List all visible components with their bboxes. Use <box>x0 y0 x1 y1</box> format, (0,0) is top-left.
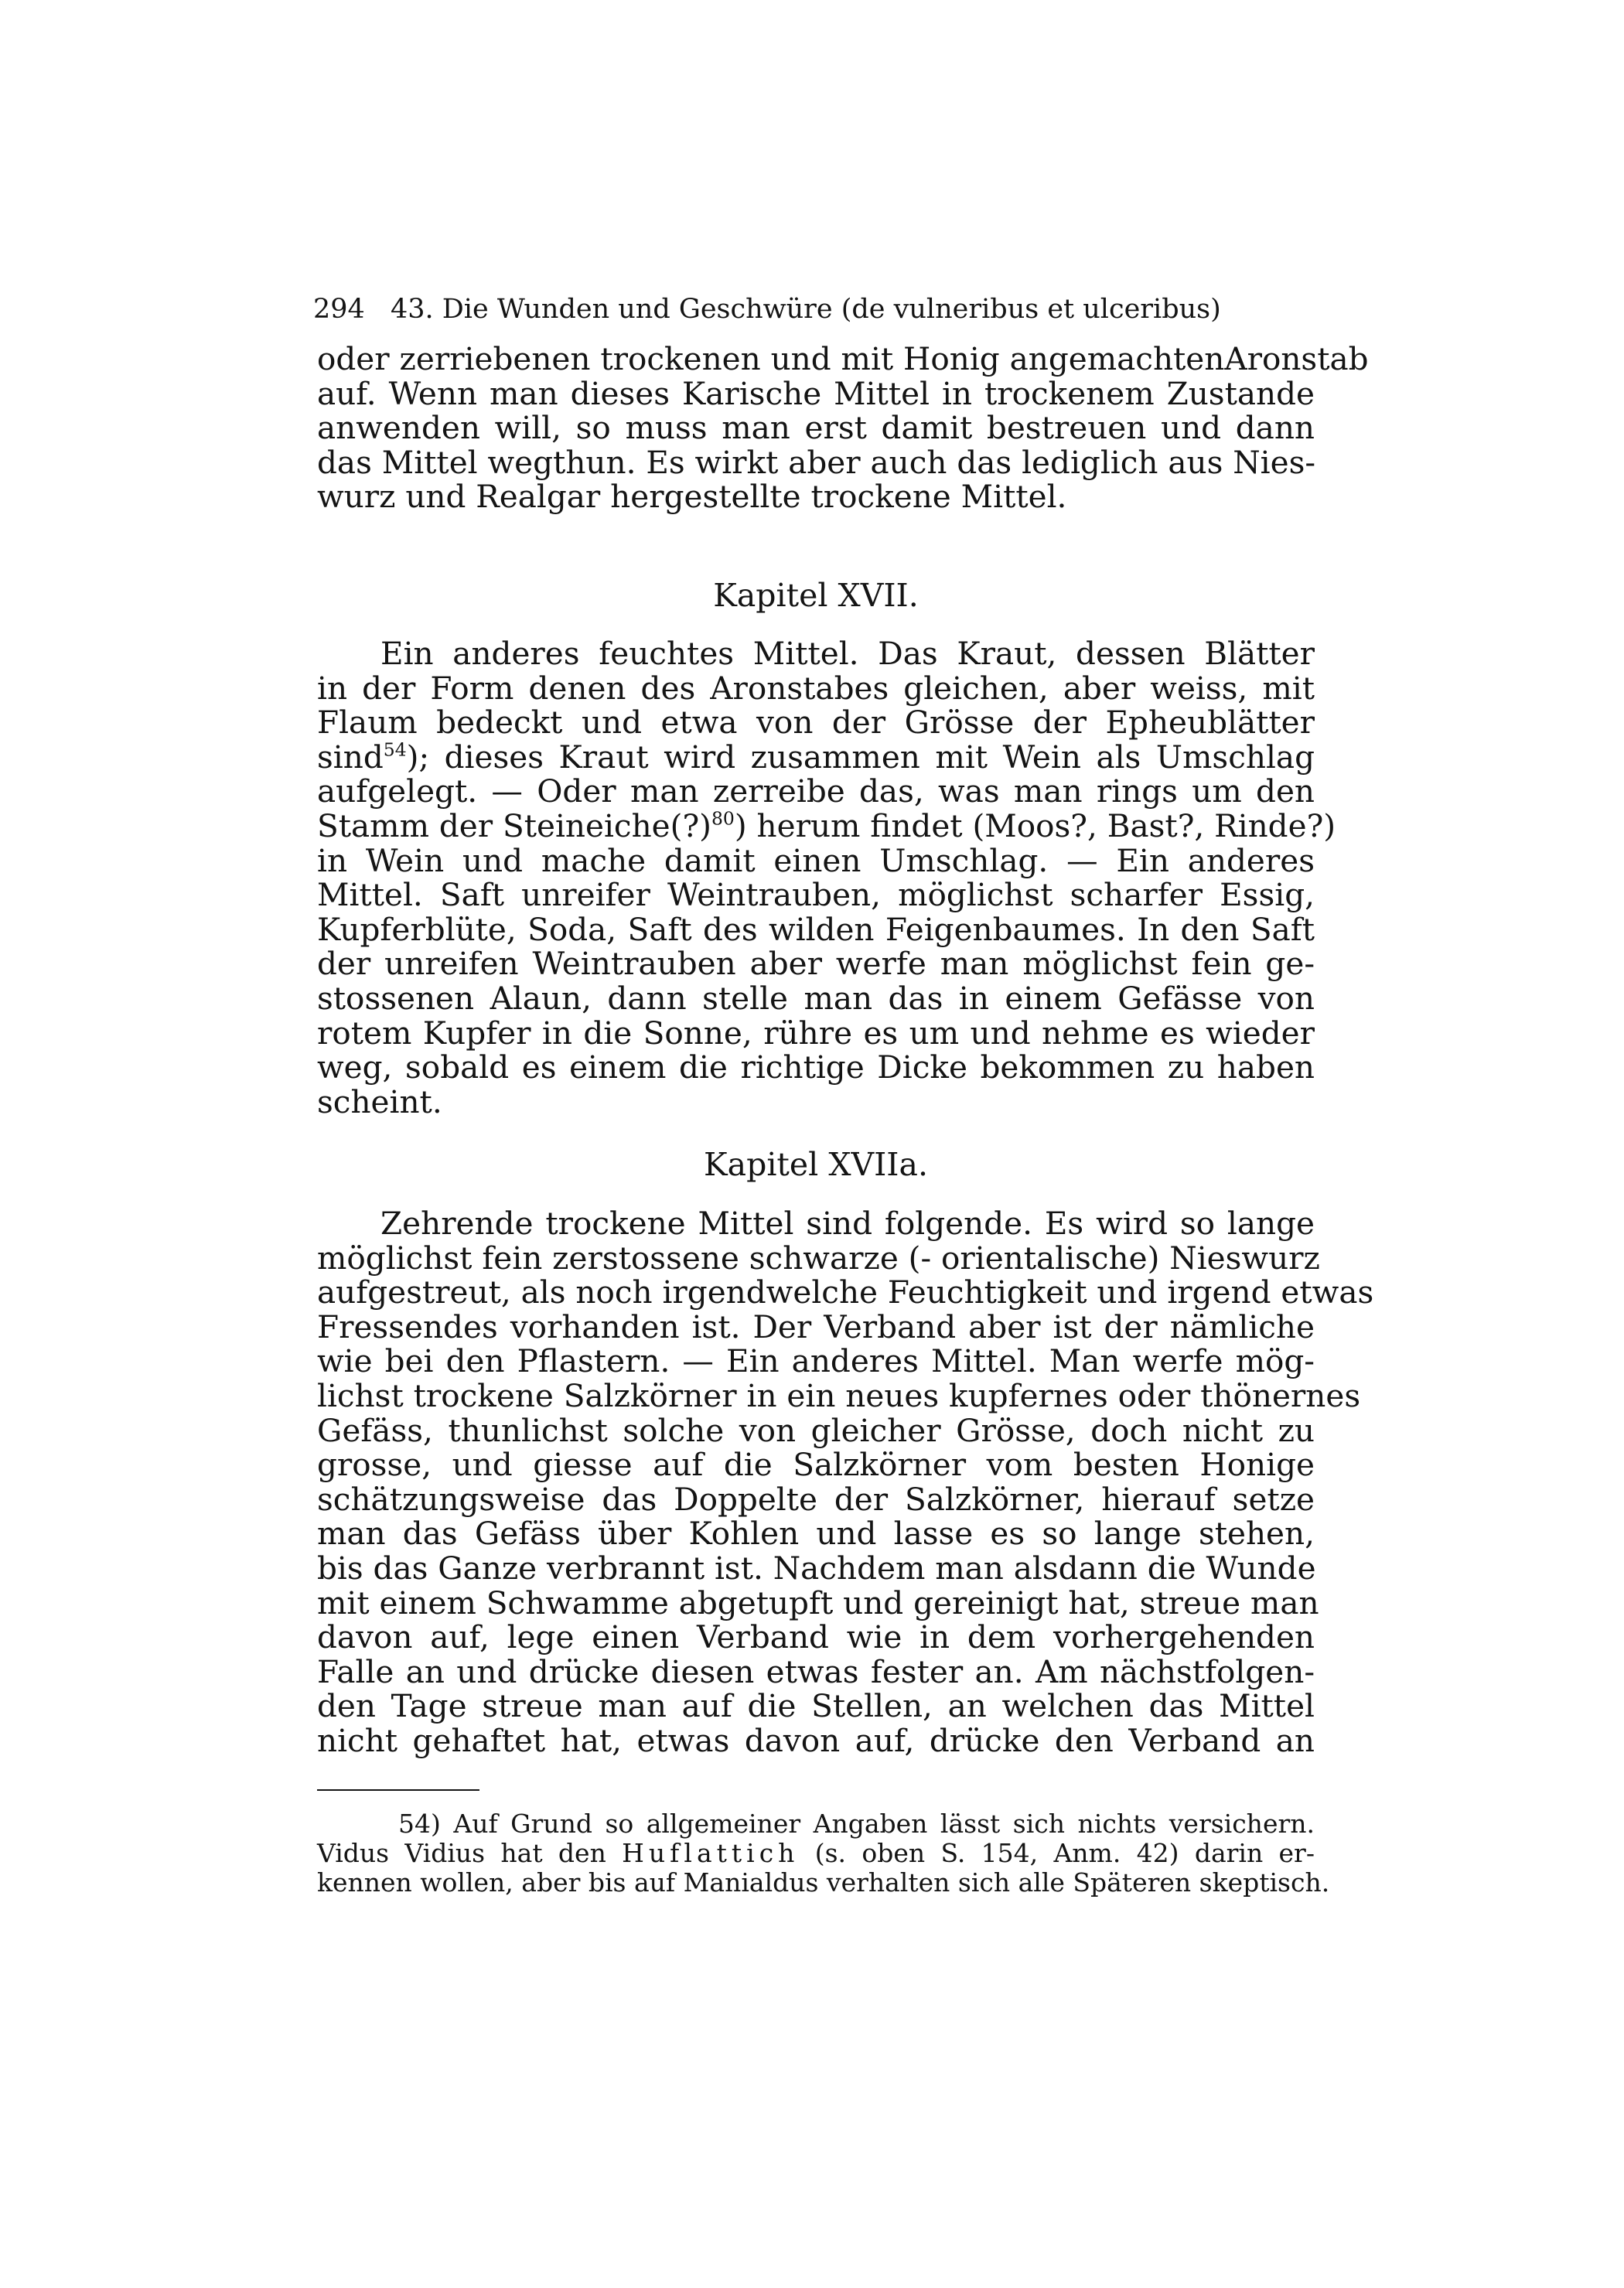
text-line: bis das Ganze verbrannt ist. Nachdem man alsdann die Wunde <box>317 1549 1316 1587</box>
text-line: aufgestreut, als noch irgendwelche Feuchtigkeit und irgend etwas <box>317 1274 1374 1311</box>
text-line: weg, sobald es einem die richtige Dicke bekommen zu haben <box>317 1049 1315 1086</box>
text-line: in der Form denen des Aronstabes gleichen, aber weiss, mit <box>317 669 1315 707</box>
text-line: aufgelegt. — Oder man zerreibe das, was man rings um den <box>317 772 1315 810</box>
spaced-term: Huflattich <box>622 1838 800 1868</box>
text-line: Ein anderes feuchtes Mittel. Das Kraut, dessen Blätter <box>380 635 1315 672</box>
chapter-heading-xviia: Kapitel XVIIa. <box>704 1146 928 1183</box>
text-line <box>317 740 1315 775</box>
text-line: Zehrende trockene Mittel sind folgende. Es wird so lange <box>380 1205 1315 1242</box>
running-header <box>313 292 1319 326</box>
text-line: lichst trockene Salzkörner in ein neues kupfernes oder thönernes <box>317 1376 1361 1414</box>
text-line: mit einem Schwamme abgetupft und gereinigt hat, streue man <box>317 1584 1319 1621</box>
text-line: wie bei den Pflastern. — Ein anderes Mittel. Man werfe mög- <box>317 1342 1315 1380</box>
text-run: ) herum findet (Moos?, Bast?, Rinde?) <box>734 806 1336 844</box>
text-line: Falle an und drücke diesen etwas fester an. Am nächstfolgen- <box>317 1652 1315 1690</box>
chapter-xvii-body <box>317 635 1336 1120</box>
text-line: rotem Kupfer in die Sonne, rühre es um und nehme es wieder <box>317 1014 1315 1052</box>
text-line: wurz und Realgar hergestellte trockene Mittel. <box>317 478 1067 516</box>
text-line: den Tage streue man auf die Stellen, an welchen das Mittel <box>317 1687 1315 1725</box>
text-run: Stamm der Steineiche(?) <box>317 806 711 844</box>
text-line: Fressendes vorhanden ist. Der Verband aber ist der nämliche <box>317 1308 1315 1345</box>
text-line: stossenen Alaun, dann stelle man das in einem Gefässe von <box>317 979 1315 1017</box>
text-line: oder zerriebenen trockenen und mit Honig angemachtenAronstab <box>317 340 1369 377</box>
footnote-separator <box>317 1789 479 1791</box>
chapter-xviia-body <box>317 1205 1374 1759</box>
footnote-ref-54: 54 <box>383 738 407 761</box>
text-run: sind <box>317 738 384 776</box>
text-line: Gefäss, thunlichst solche von gleicher Grösse, doch nicht zu <box>317 1411 1315 1449</box>
footnote-line <box>317 1839 1315 1868</box>
footnote-line: kennen wollen, aber bis auf Manialdus verhalten sich alle Späteren skeptisch. <box>317 1867 1330 1898</box>
footnote-line: 54) Auf Grund so allgemeiner Angaben lässt sich nichts versichern. <box>398 1809 1315 1839</box>
text-line: Mittel. Saft unreifer Weintrauben, möglichst scharfer Essig, <box>317 876 1315 914</box>
running-title: 43. Die Wunden und Geschwüre (de vulneribus et ulceribus) <box>390 294 1221 325</box>
text-line: auf. Wenn man dieses Karische Mittel in trockenem Zustande <box>317 374 1315 412</box>
page-number: 294 <box>313 294 365 325</box>
text-line: scheint. <box>317 1083 442 1120</box>
chapter-heading-xvii: Kapitel XVII. <box>713 577 919 614</box>
text-line: davon auf, lege einen Verband wie in dem vorhergehenden <box>317 1618 1315 1656</box>
text-line: man das Gefäss über Kohlen und lasse es so lange stehen, <box>317 1515 1315 1553</box>
text-run: Vidus Vidius hat den <box>317 1838 623 1868</box>
text-line: schätzungsweise das Doppelte der Salzkörner, hierauf setze <box>317 1480 1315 1518</box>
text-line: anwenden will, so muss man erst damit bestreuen und dann <box>317 409 1315 447</box>
text-run: (s. oben S. 154, Anm. 42) darin er- <box>799 1838 1315 1868</box>
text-line: der unreifen Weintrauben aber werfe man möglichst fein ge- <box>317 945 1315 983</box>
text-line: nicht gehaftet hat, etwas davon auf, drücke den Verband an <box>317 1721 1315 1759</box>
paragraph-continuation <box>317 340 1369 516</box>
text-line: grosse, und giesse auf die Salzkörner vom besten Honige <box>317 1446 1315 1484</box>
text-line: in Wein und mache damit einen Umschlag. — Ein anderes <box>317 841 1315 879</box>
text-line: Kupferblüte, Soda, Saft des wilden Feigenbaumes. In den Saft <box>317 910 1315 948</box>
text-line: Flaum bedeckt und etwa von der Grösse der Epheublätter <box>317 704 1315 742</box>
text-line: möglichst fein zerstossene schwarze (- orientalische) Nieswurz <box>317 1239 1320 1277</box>
text-run: ); dieses Kraut wird zusammen mit Wein als Umschlag <box>406 738 1315 776</box>
footnote-ref-80: 80 <box>711 807 735 830</box>
text-line: das Mittel wegthun. Es wirkt aber auch das lediglich aus Nies- <box>317 443 1316 481</box>
text-line <box>317 806 1336 844</box>
footnote-54 <box>317 1809 1330 1898</box>
